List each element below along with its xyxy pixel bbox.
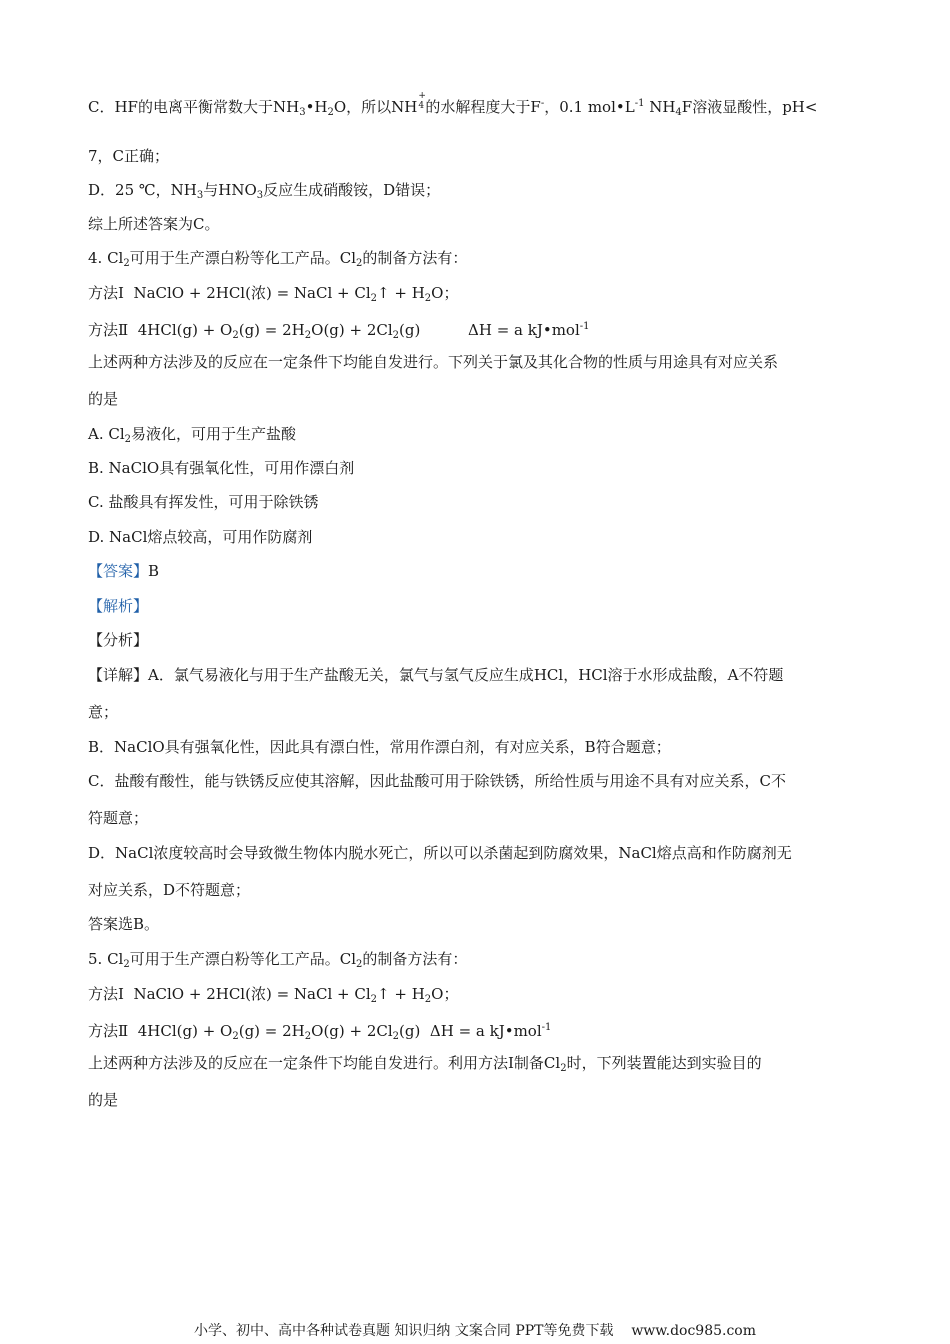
footer-url[interactable]: www.doc985.com (631, 1323, 757, 1339)
analysis-tag: 【解析】 (88, 597, 149, 615)
text-line: 上述两种方法涉及的反应在一定条件下均能自发进行。利用方法Ⅰ制备$Cl_2$时，下列装置能达到实验目的 (88, 1054, 762, 1074)
analysis-heading: 【分析】 (88, 631, 149, 649)
text-line: C．盐酸有酸性，能与铁锈反应使其溶解，因此盐酸可用于除铁锈，所给性质与用途不具有对应关系，C不 (88, 772, 786, 790)
option-d: D. NaCl熔点较高，可用作防腐剂 (88, 528, 313, 546)
text-line: 的是 (88, 390, 119, 408)
text-line: D．25 ℃，$NH_3$与$HNO_3$反应生成硝酸铵，D错误； (88, 181, 441, 201)
text-line: D．NaCl浓度较高时会导致微生物体内脱水死亡，所以可以杀菌起到防腐效果，NaCl熔点高和作防腐剂无 (88, 844, 792, 862)
text-line: 答案选B。 (88, 915, 160, 933)
equation-line: 方法Ⅱ $4HCl(g) + O_2(g) = 2H_2O(g) + 2Cl_2(g) \Delta H = a$ kJ•mol$^{-1}$ (88, 1022, 552, 1042)
text-line: 符题意； (88, 809, 149, 827)
page-footer (0, 1322, 950, 1340)
answer-line: 【答案】B (88, 562, 160, 580)
option-a: A. $Cl_2$易液化，可用于生产盐酸 (88, 425, 297, 445)
text-line: B．NaClO具有强氧化性，因此具有漂白性，常用作漂白剂，有对应关系，B符合题意； (88, 738, 671, 756)
text-line: 的是 (88, 1091, 119, 1109)
answer-tag: 【答案】 (88, 562, 149, 580)
option-c: C. 盐酸具有挥发性，可用于除铁锈 (88, 493, 319, 511)
footer-text: 小学、初中、高中各种试卷真题 知识归纳 文案合同 PPT等免费下载 (193, 1323, 614, 1339)
equation-line: 方法Ⅰ NaClO + 2HCl(浓) = NaCl + $Cl_2↑ + H_2O$； (88, 284, 459, 304)
option-b: B. NaClO具有强氧化性，可用作漂白剂 (88, 459, 355, 477)
equation-line: 方法Ⅱ $4HCl(g) + O_2(g) = 2H_2O(g) + 2Cl_2(g)$ ΔH = a kJ•mol$^{-1}$ (88, 321, 590, 341)
text-line: 上述两种方法涉及的反应在一定条件下均能自发进行。下列关于氯及其化合物的性质与用途具有对应关系 (88, 353, 779, 371)
question-stem: 4. $Cl_2$可用于生产漂白粉等化工产品。$Cl_2$的制备方法有： (88, 249, 468, 269)
text-line: 7，C正确； (88, 147, 170, 165)
equation-line: 方法Ⅰ NaClO + 2HCl(浓) = NaCl + $Cl_2↑ + H_2O$； (88, 985, 459, 1005)
text-line: 对应关系，D不符题意； (88, 881, 251, 899)
text-line: 意； (88, 703, 119, 721)
text-line: 【详解】A．氯气易液化与用于生产盐酸无关，氯气与氢气反应生成HCl，HCl溶于水形成盐酸，A不符题 (88, 666, 784, 684)
text-line: 综上所述答案为C。 (88, 215, 220, 233)
question-stem: 5. $Cl_2$可用于生产漂白粉等化工产品。$Cl_2$的制备方法有： (88, 950, 468, 970)
text-line: C．HF的电离平衡常数大于$NH_3•H_2O$，所以NH + 4 的水解程度大于F-，0.1 $mol•L^{-1}$ $NH_4F$溶液显酸性，pH< (88, 91, 818, 118)
